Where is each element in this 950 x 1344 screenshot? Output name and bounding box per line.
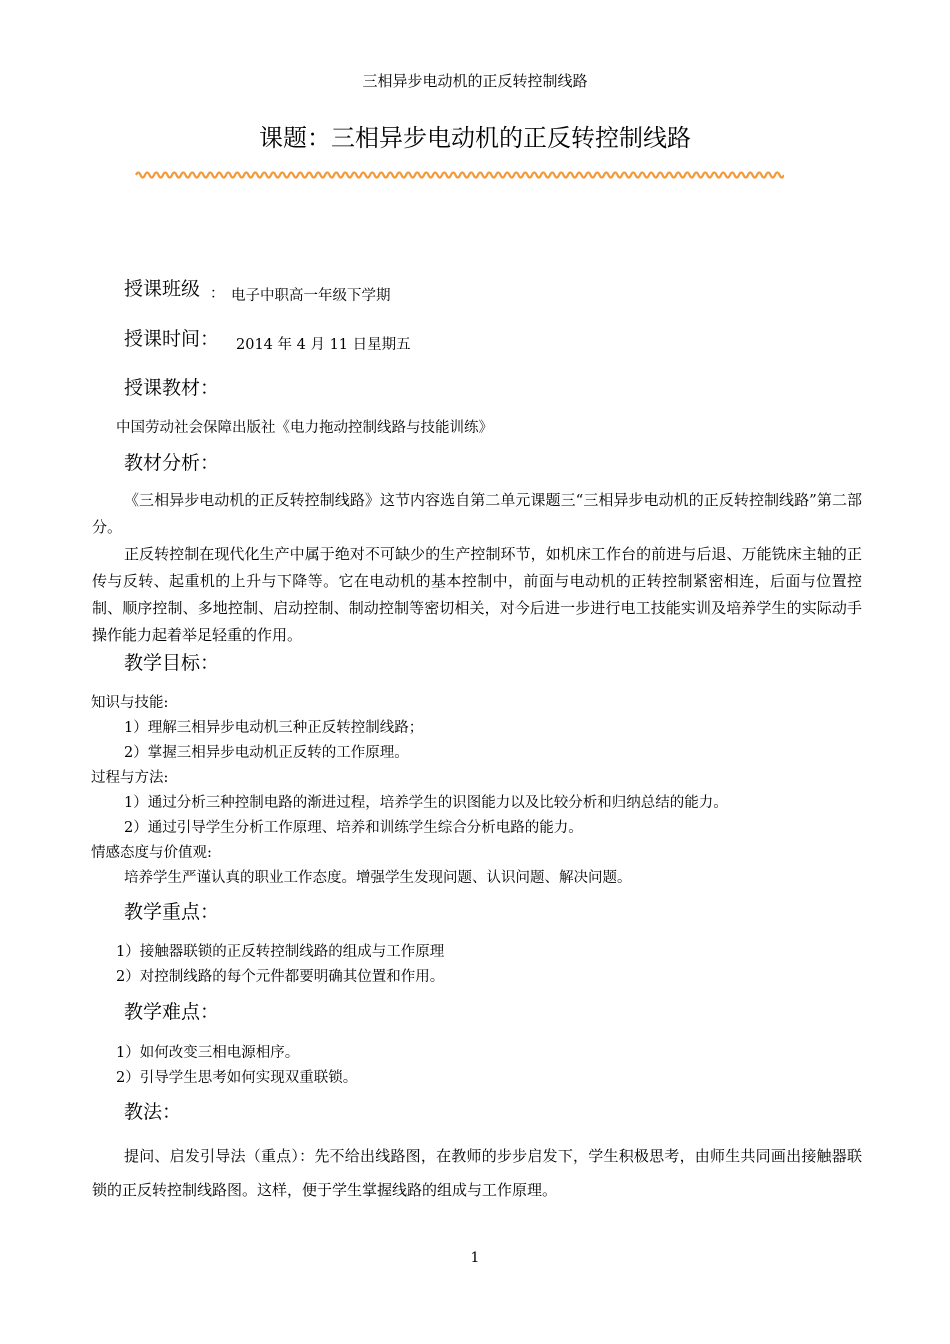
page-title: 课题：三相异步电动机的正反转控制线路: [259, 124, 691, 152]
process-label: 过程与方法:: [91, 770, 169, 786]
objectives-heading: 教学目标：: [124, 652, 220, 674]
class-value: 电子中职高一年级下学期: [231, 288, 391, 304]
attitude-label: 情感态度与价值观:: [91, 845, 212, 861]
attitude-item-1: 培养学生严谨认真的职业工作态度。增强学生发现问题、认识问题、解决问题。: [124, 870, 632, 886]
key-point-1: 1）接触器联锁的正反转控制线路的组成与工作原理: [116, 944, 445, 960]
knowledge-item-2: 2）掌握三相异步电动机正反转的工作原理。: [124, 745, 409, 761]
knowledge-label: 知识与技能:: [91, 695, 169, 711]
decorative-wave-divider: [134, 169, 784, 181]
key-points-heading: 教学重点：: [124, 901, 220, 923]
method-paragraph-1: 提问、启发引导法（重点）：先不给出线路图，在教师的步步启发下，学生积极思考，由师生共同画出接触器联锁的正反转控制线路图。这样，便于学生掌握线路的组成与工作原理。: [92, 1147, 862, 1199]
method-heading: 教法：: [124, 1101, 182, 1123]
textbook-label: 授课教材：: [124, 377, 220, 399]
page-number: 1: [470, 1250, 480, 1266]
analysis-paragraph-2: 正反转控制在现代化生产中属于绝对不可缺少的生产控制环节，如机床工作台的前进与后退、万能铣床主轴的正传与反转、起重机的上升与下降等。它在电动机的基本控制中，前面与电动机的正转控制紧密相连，后面与位置控制、顺序控制、多地控制、启动控制、制动控制等密切相关，对今后进一步进行电工技能实训及培养学生的实际动手操作能力起着举足轻重的作用。: [92, 545, 862, 644]
difficulty-1: 1）如何改变三相电源相序。: [116, 1045, 300, 1061]
process-item-2: 2）通过引导学生分析工作原理、培养和训练学生综合分析电路的能力。: [124, 820, 583, 836]
class-separator: ：: [210, 286, 225, 302]
process-item-1: 1）通过分析三种控制电路的渐进过程，培养学生的识图能力以及比较分析和归纳总结的能力。: [124, 795, 728, 811]
knowledge-item-1: 1）理解三相异步电动机三种正反转控制线路；: [124, 720, 424, 736]
time-label: 授课时间：: [124, 328, 220, 350]
time-value: 2014 年 4 月 11 日星期五: [236, 337, 411, 353]
class-label: 授课班级: [124, 278, 201, 300]
textbook-value: 中国劳动社会保障出版社《电力拖动控制线路与技能训练》: [116, 420, 493, 436]
difficulties-heading: 教学难点：: [124, 1001, 220, 1023]
difficulty-2: 2）引导学生思考如何实现双重联锁。: [116, 1070, 358, 1086]
key-point-2: 2）对控制线路的每个元件都要明确其位置和作用。: [116, 969, 445, 985]
analysis-paragraph-1: 《三相异步电动机的正反转控制线路》这节内容选自第二单元课题三“三相异步电动机的正反转控制线路”第二部分。: [92, 491, 862, 536]
analysis-body: [92, 487, 862, 649]
method-body: [92, 1139, 862, 1207]
analysis-heading: 教材分析：: [124, 452, 220, 474]
running-header: 三相异步电动机的正反转控制线路: [362, 72, 588, 90]
